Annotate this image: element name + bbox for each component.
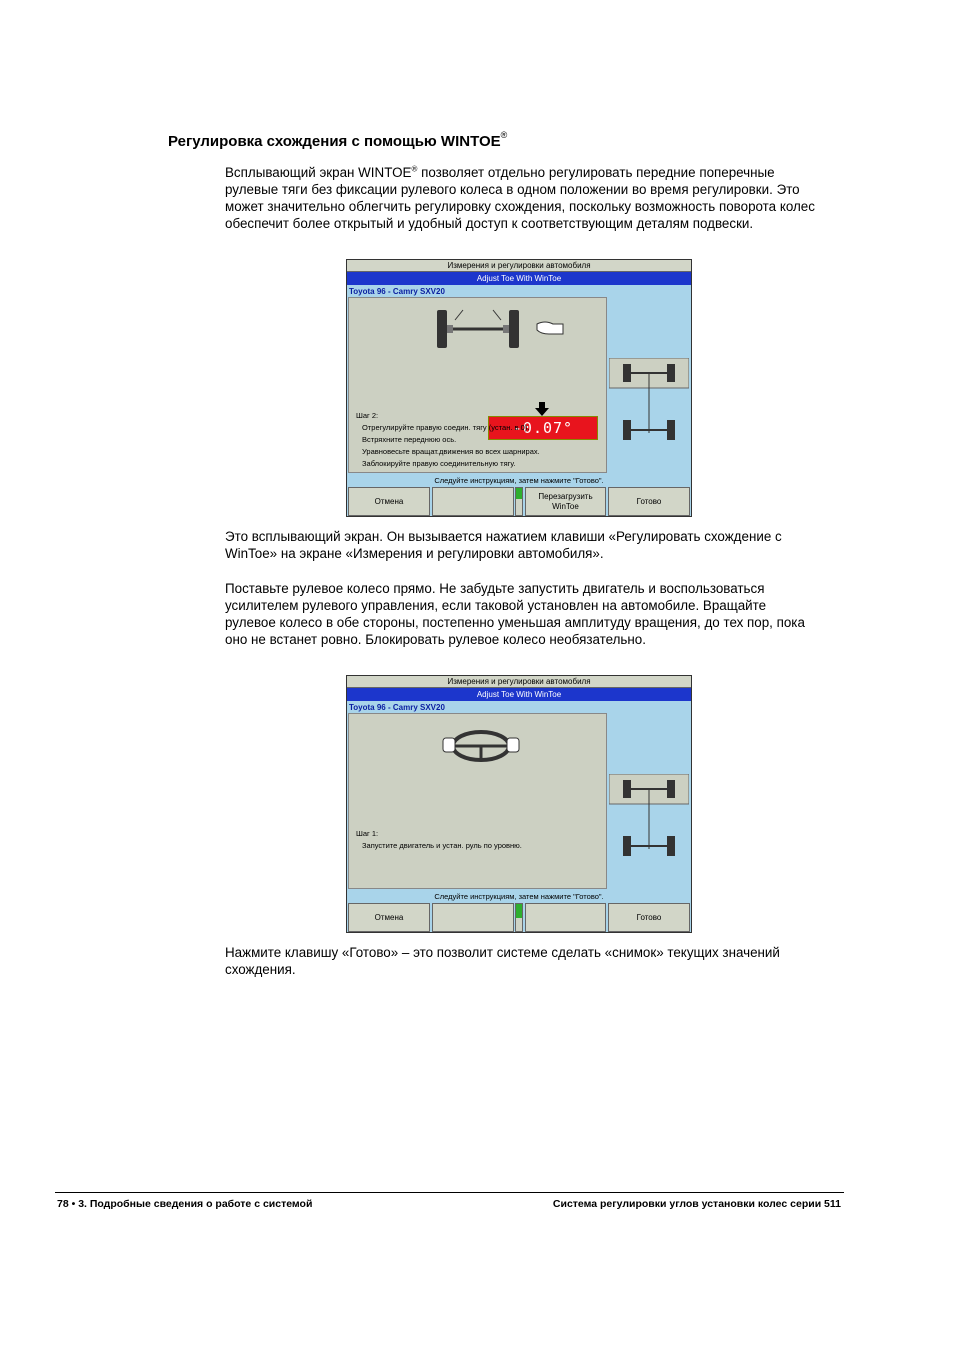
step-list: Шаг 1: Запустите двигатель и устан. руль по уровню. <box>356 829 522 850</box>
empty-button[interactable] <box>432 487 514 516</box>
paragraph-done: Нажмите клавишу «Готово» – это позволит системе сделать «снимок» текущих значений схождения. <box>225 945 780 977</box>
paragraph-wheel: Поставьте рулевое колесо прямо. Не забудьте запустить двигатель и воспользоваться усилителем рулевого управления, если таковой установлен на автомобиле. Вращайте рулевое колесо в обе стороны, постепенно уменьшая амплитуду вращения, до тех пор, пока оно не встанет ровно. Блокировать рулевое колесо необязательно. <box>225 581 805 647</box>
footer-right: Система регулировки углов установки колес серии 511 <box>552 1198 841 1210</box>
section-heading: Регулировка схождения с помощью WINTOE® <box>168 130 508 150</box>
paragraph-popup: Это всплывающий экран. Он вызывается нажатием клавиши «Регулировать схождение с WinToe» на экране «Измерения и регулировки автомобиля». <box>225 529 782 561</box>
front-axle-icon <box>431 306 581 356</box>
wintoe-screen-step1 <box>346 675 692 933</box>
window-title: Измерения и регулировки автомобиля <box>347 260 691 272</box>
intro-paragraph: Всплывающий экран WINTOE® позволяет отдельно регулировать передние поперечные рулевые тяги без фиксации рулевого колеса в одном положении во время регулировки. Это может значительно облегчить регулировку схождения, поскольку возможность поворота колес обеспечит более открытый и удобный доступ к соответствующим деталям подвески. <box>225 164 815 231</box>
cancel-button[interactable]: Отмена <box>348 487 430 516</box>
footer-left: 78 • 3. Подробные сведения о работе с системой <box>57 1198 313 1210</box>
empty-button[interactable] <box>525 903 606 932</box>
reload-wintoe-button[interactable]: Перезагрузить WinToe <box>525 487 606 516</box>
instruction-panel <box>348 297 607 473</box>
footer-divider <box>55 1192 844 1193</box>
progress-bar <box>515 487 523 516</box>
wintoe-screen-step2 <box>346 259 692 517</box>
vehicle-diagram-icon <box>609 774 689 864</box>
dialog-title: Adjust Toe With WinToe <box>347 688 691 701</box>
progress-bar <box>515 903 523 932</box>
status-bar: Следуйте инструкциям, затем нажмите "Готово". <box>434 476 604 485</box>
toe-readout: -0.07° <box>488 416 598 440</box>
empty-button[interactable] <box>432 903 514 932</box>
step-list: Шаг 2: Отрегулируйте правую соедин. тягу (устан. в 0). Встряхните переднюю ось. Уравновесьте вращат.движения во всех шарнирах. Заблокируйте правую соединительную тягу. <box>356 411 540 468</box>
done-button[interactable]: Готово <box>608 487 690 516</box>
vehicle-diagram-icon <box>609 358 689 448</box>
done-button[interactable]: Готово <box>608 903 690 932</box>
status-bar: Следуйте инструкциям, затем нажмите "Готово". <box>434 892 604 901</box>
vehicle-label: Toyota 96 - Camry SXV20 <box>349 703 445 712</box>
window-title: Измерения и регулировки автомобиля <box>347 676 691 688</box>
steering-wheel-icon <box>441 726 521 766</box>
instruction-panel <box>348 713 607 889</box>
dialog-title: Adjust Toe With WinToe <box>347 272 691 285</box>
vehicle-label: Toyota 96 - Camry SXV20 <box>349 287 445 296</box>
cancel-button[interactable]: Отмена <box>348 903 430 932</box>
